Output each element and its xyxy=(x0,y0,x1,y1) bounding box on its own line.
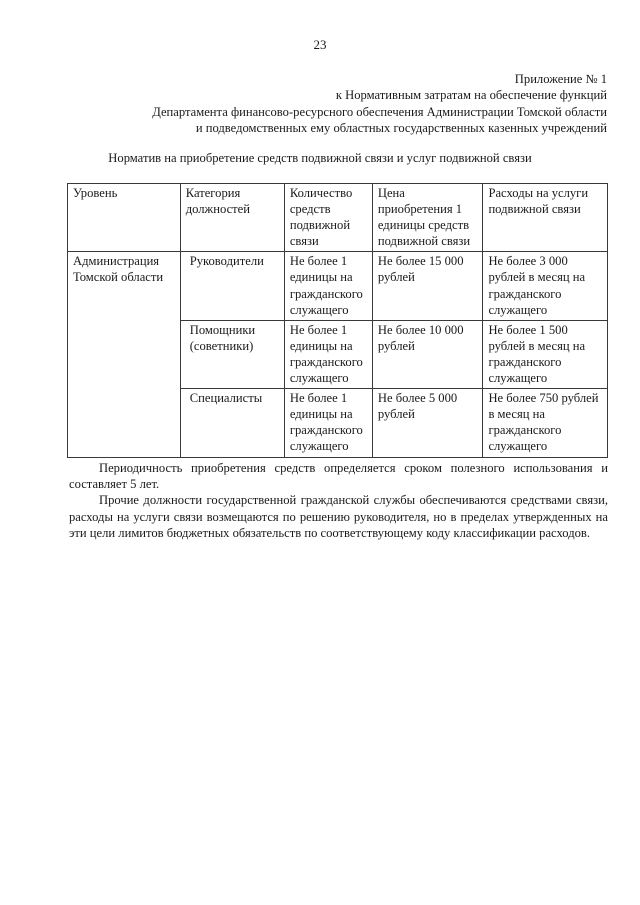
category-cell: Руководители xyxy=(180,252,284,320)
category-cell: Помощники (советники) xyxy=(180,320,284,388)
header-expenses: Расходы на услуги подвижной связи xyxy=(483,184,608,252)
price-cell: Не более 5 000 рублей xyxy=(372,389,483,457)
category-cell: Специалисты xyxy=(180,389,284,457)
appendix-line-1: Приложение № 1 xyxy=(514,72,607,86)
document-title: Норматив на приобретение средств подвижной связи и услуг подвижной связи xyxy=(108,151,532,165)
body-text xyxy=(69,460,608,541)
norm-table xyxy=(67,183,608,458)
paragraph-periodicity: Периодичность приобретения средств определяется сроком полезного использования и составляет 5 лет. xyxy=(69,461,608,492)
quantity-cell: Не более 1 единицы на гражданского служащего xyxy=(284,389,372,457)
expenses-cell: Не более 750 рублей в месяц на гражданского служащего xyxy=(483,389,608,457)
quantity-cell: Не более 1 единицы на гражданского служащего xyxy=(284,252,372,320)
table-row xyxy=(68,252,608,320)
price-cell: Не более 15 000 рублей xyxy=(372,252,483,320)
appendix-line-3: Департамента финансово-ресурсного обеспечения Администрации Томской области xyxy=(152,104,607,119)
header-price: Цена приобретения 1 единицы средств подвижной связи xyxy=(372,184,483,252)
appendix-line-2: к Нормативным затратам на обеспечение функций xyxy=(335,88,607,103)
paragraph-other-positions: Прочие должности государственной гражданской службы обеспечиваются средствами связи, расходы на услуги связи возмещаются по решению руководителя, но в пределах утвержденных на эти цели лимитов бюджетных обязательств по соответствующему коду классификации расходов. xyxy=(69,493,608,540)
appendix-header xyxy=(152,71,607,136)
level-cell: Администрация Томской области xyxy=(68,252,181,457)
header-level: Уровень xyxy=(68,184,181,252)
header-category: Категория должностей xyxy=(180,184,284,252)
expenses-cell: Не более 1 500 рублей в месяц на гражданского служащего xyxy=(483,320,608,388)
header-quantity: Количество средств подвижной связи xyxy=(284,184,372,252)
table-header-row xyxy=(68,184,608,252)
page-number: 23 xyxy=(313,37,327,52)
expenses-cell: Не более 3 000 рублей в месяц на гражданского служащего xyxy=(483,252,608,320)
quantity-cell: Не более 1 единицы на гражданского служащего xyxy=(284,320,372,388)
price-cell: Не более 10 000 рублей xyxy=(372,320,483,388)
appendix-line-4: и подведомственных ему областных государственных казенных учреждений xyxy=(195,120,607,135)
